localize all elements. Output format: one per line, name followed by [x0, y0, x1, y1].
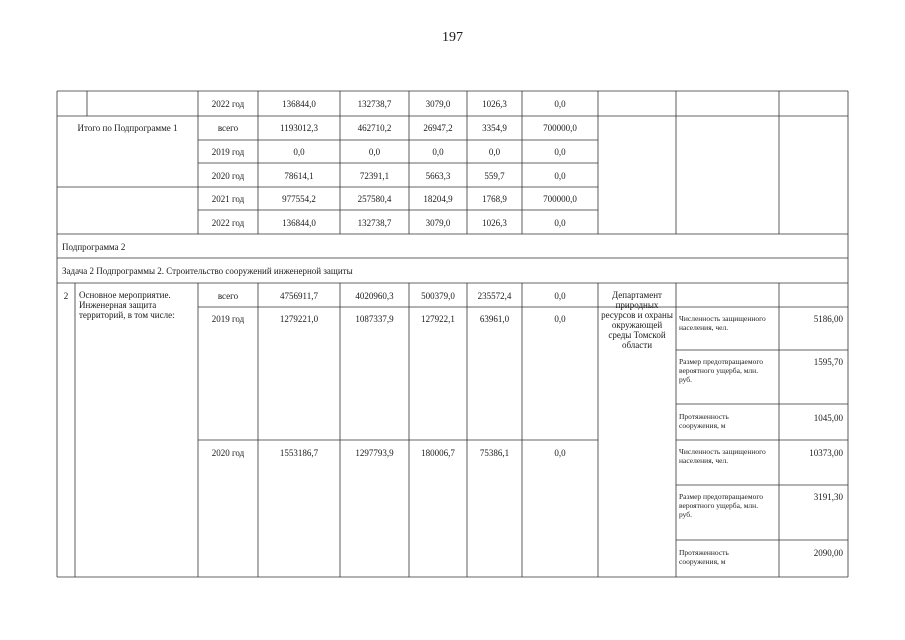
cell-fed: 72391,1: [359, 171, 390, 181]
indicator-name: Численность защищенного населения, чел.: [679, 447, 766, 465]
cell-total: 977554,2: [282, 194, 316, 204]
cell-mun: 1026,3: [482, 218, 507, 228]
measure-executor: Департамент природных ресурсов и охраны окружающей среды Томской области: [601, 290, 673, 350]
cell-total: 1279221,0: [279, 314, 319, 324]
cell-year: 2021 год: [211, 194, 245, 204]
cell-extra: 0,0: [554, 291, 566, 301]
indicator-name: Протяженность сооружения, м: [679, 412, 729, 430]
page-number: 197: [442, 30, 463, 45]
cell-reg: 180006,7: [421, 448, 455, 458]
task-title: Задача 2 Подпрограммы 2. Строительство сооружений инженерной защиты: [62, 266, 353, 276]
cell-extra: 0,0: [554, 99, 566, 109]
indicator-name: Размер предотвращаемого вероятного ущерба, млн. руб.: [679, 492, 763, 519]
cell-extra: 0,0: [554, 147, 566, 157]
cell-year: всего: [217, 291, 239, 301]
cell-fed: 257580,4: [357, 194, 392, 204]
cell-total: 78614,1: [284, 171, 314, 181]
measure-name: Основное мероприятие. Инженерная защита территорий, в том числе:: [79, 290, 175, 320]
cell-reg: 0,0: [432, 147, 444, 157]
indicator-value: 5186,00: [813, 314, 843, 324]
cell-year: 2020 год: [211, 448, 245, 458]
cell-fed: 1297793,9: [355, 448, 394, 458]
cell-reg: 5663,3: [425, 171, 451, 181]
indicator-name: Протяженность сооружения, м: [679, 548, 729, 566]
indicator-value: 10373,00: [809, 448, 843, 458]
cell-fed: 132738,7: [357, 218, 392, 228]
subprogram-title: Подпрограмма 2: [62, 242, 126, 252]
cell-extra: 0,0: [554, 218, 566, 228]
cell-reg: 500379,0: [421, 291, 455, 301]
indicator-value: 2090,00: [813, 548, 843, 558]
cell-mun: 1026,3: [482, 99, 507, 109]
cell-total: 4756911,7: [280, 291, 318, 301]
cell-mun: 1768,9: [482, 194, 507, 204]
cell-mun: 63961,0: [479, 314, 510, 324]
cell-year: всего: [217, 123, 239, 133]
cell-year: 2022 год: [211, 218, 245, 228]
cell-reg: 26947,2: [423, 123, 453, 133]
cell-total: 1193012,3: [280, 123, 318, 133]
cell-year: 2022 год: [211, 99, 245, 109]
indicator-name: Численность защищенного населения, чел.: [679, 314, 766, 332]
cell-total: 136844,0: [282, 99, 316, 109]
cell-year: 2019 год: [211, 314, 245, 324]
cell-mun: 0,0: [488, 147, 501, 157]
measure-number: 2: [63, 291, 69, 301]
cell-fed: 4020960,3: [355, 291, 394, 301]
cell-reg: 3079,0: [425, 99, 451, 109]
cell-extra: 700000,0: [543, 194, 577, 204]
cell-total: 1553186,7: [279, 448, 319, 458]
cell-reg: 127922,1: [421, 314, 455, 324]
cell-reg: 18204,9: [423, 194, 453, 204]
total-label: Итого по Подпрограмме 1: [77, 123, 178, 133]
cell-extra: 0,0: [554, 314, 566, 324]
cell-mun: 559,7: [484, 171, 505, 181]
indicator-name: Размер предотвращаемого вероятного ущерба, млн. руб.: [679, 357, 763, 384]
cell-fed: 462710,2: [357, 123, 392, 133]
cell-mun: 235572,4: [477, 291, 512, 301]
cell-total: 136844,0: [282, 218, 316, 228]
cell-extra: 0,0: [554, 448, 566, 458]
cell-fed: 1087337,9: [355, 314, 394, 324]
cell-extra: 700000,0: [543, 123, 577, 133]
cell-extra: 0,0: [554, 171, 566, 181]
cell-mun: 3354,9: [482, 123, 507, 133]
cell-year: 2020 год: [211, 171, 245, 181]
cell-mun: 75386,1: [479, 448, 510, 458]
cell-year: 2019 год: [211, 147, 245, 157]
indicator-value: 1045,00: [813, 413, 843, 423]
cell-total: 0,0: [293, 147, 305, 157]
indicator-value: 1595,70: [813, 357, 843, 367]
cell-reg: 3079,0: [425, 218, 451, 228]
cell-fed: 0,0: [368, 147, 381, 157]
indicator-value: 3191,30: [813, 492, 843, 502]
cell-fed: 132738,7: [357, 99, 392, 109]
